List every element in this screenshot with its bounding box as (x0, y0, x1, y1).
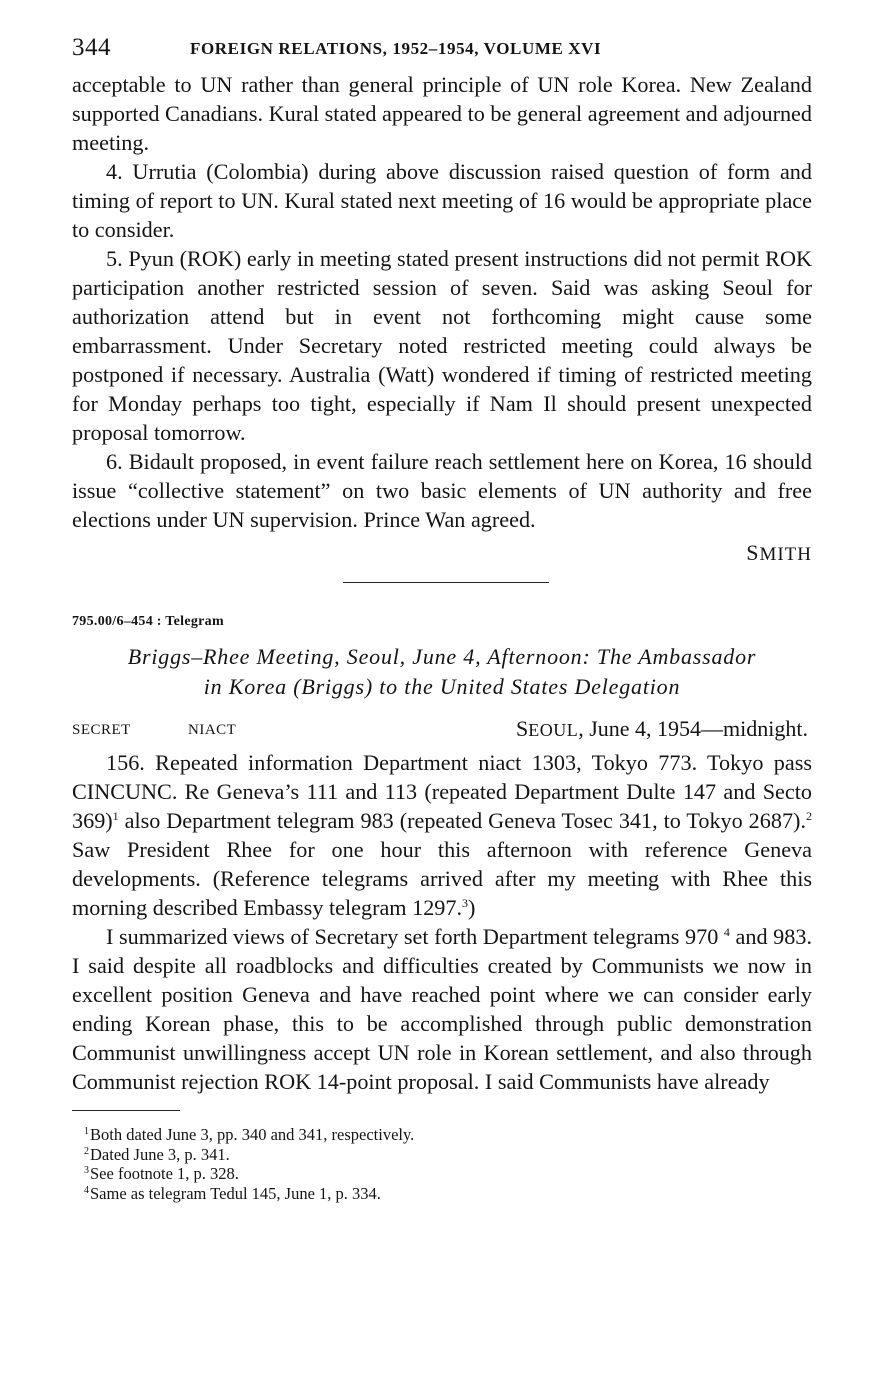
footnote (72, 1145, 812, 1165)
footnote (72, 1125, 812, 1145)
footnote-mark: 2 (84, 1145, 89, 1157)
footnote-mark: 4 (84, 1184, 89, 1196)
footnote-ref-2: 2 (806, 809, 812, 823)
footnote-text: Dated June 3, p. 341. (90, 1144, 230, 1164)
telegram-paragraph-2 (72, 922, 812, 1096)
continued-paragraph: acceptable to UN rather than general principle of UN role Korea. New Zealand supported Canadians. Kural stated appeared to be general agreement and adjourned meeting. (72, 72, 812, 155)
telegram-paragraph-1-part-a: 156. Repeated information Department niact 1303, Tokyo 773. Tokyo pass CINCUNC. Re Geneva’s 111 and 113 (repeated Department Dulte 147 and Secto 369) (72, 750, 812, 833)
footnote-ref-4: 4 (723, 925, 730, 939)
dateline-place-rest: EOUL (528, 720, 579, 740)
signature-initial: S (746, 540, 760, 565)
footnote-text: See footnote 1, p. 328. (90, 1164, 239, 1183)
dateline-date: , June 4, 1954—midnight. (578, 716, 808, 741)
footnote (72, 1164, 812, 1184)
paragraph-6: 6. Bidault proposed, in event failure reach settlement here on Korea, 16 should issue “collective statement” on two basic elements of UN authority and free elections under UN supervision. Prince Wan agreed. (72, 449, 812, 532)
footnote-rule (72, 1110, 180, 1111)
section-divider (343, 582, 549, 583)
dateline (516, 716, 808, 742)
document-title-line-1: Briggs–Rhee Meeting, Seoul, June 4, Afternoon: The Ambassador (127, 644, 757, 669)
telegram-paragraph-1-part-c: Saw President Rhee for one hour this afternoon with reference Geneva developments. (Reference telegrams arrived after my meeting with Rhee this morning described Embassy telegram 1297. (72, 837, 812, 920)
page-number: 344 (72, 34, 111, 61)
document-page (72, 30, 812, 1203)
footnote-ref-3: 3 (462, 896, 469, 910)
telegram-paragraph-2-part-b: and 983. I said despite all roadblocks and difficulties created by Communists we now in excellent position Geneva and have reached point where we can consider early ending Korean phase, this to be accomplished through public demonstration Communist unwillingness accept UN role in Korean settlement, and also through Communist rejection ROK 14-point proposal. I said Communists have already (72, 924, 812, 1094)
paragraph-4: 4. Urrutia (Colombia) during above discussion raised question of form and timing of report to UN. Kural stated next meeting of 16 would be appropriate place to consider. (72, 159, 812, 242)
document-title-line-2: in Korea (Briggs) to the United States Delegation (203, 674, 681, 699)
footnote (72, 1184, 812, 1204)
footnotes (72, 1125, 812, 1203)
dateline-place-initial: S (515, 716, 529, 741)
signature-rest: MITH (759, 544, 812, 565)
classification-label: SECRET (72, 722, 131, 738)
running-title: FOREIGN RELATIONS, 1952–1954, VOLUME XVI (190, 39, 602, 58)
precedence-label: NIACT (188, 722, 237, 738)
footnote-text: Both dated June 3, pp. 340 and 341, respectively. (90, 1125, 415, 1144)
footnote-ref-1: 1 (112, 809, 119, 823)
telegram-paragraph-1-part-d: ) (468, 895, 476, 920)
running-head (72, 30, 812, 70)
footnote-text: Same as telegram Tedul 145, June 1, p. 334. (90, 1183, 381, 1203)
document-title (72, 642, 812, 702)
footnote-mark: 1 (84, 1126, 89, 1137)
telegram-header (72, 714, 812, 748)
telegram-paragraph-1 (72, 748, 812, 922)
paragraph-5: 5. Pyun (ROK) early in meeting stated present instructions did not permit ROK participation another restricted session of seven. Said was asking Seoul for authorization attend but in event not forthcoming might cause some embarrassment. Under Secretary noted restricted meeting could always be postponed if necessary. Australia (Watt) wondered if timing of restricted meeting for Monday perhaps too tight, especially if Nam Il should present unexpected proposal tomorrow. (72, 246, 812, 445)
file-reference: 795.00/6–454 : Telegram (72, 614, 224, 629)
signature (72, 540, 812, 570)
telegram-paragraph-2-part-a: I summarized views of Secretary set forth Department telegrams 970 (106, 924, 719, 949)
footnote-mark: 3 (84, 1165, 89, 1176)
telegram-paragraph-1-part-b: also Department telegram 983 (repeated Geneva Tosec 341, to Tokyo 2687). (118, 808, 806, 833)
